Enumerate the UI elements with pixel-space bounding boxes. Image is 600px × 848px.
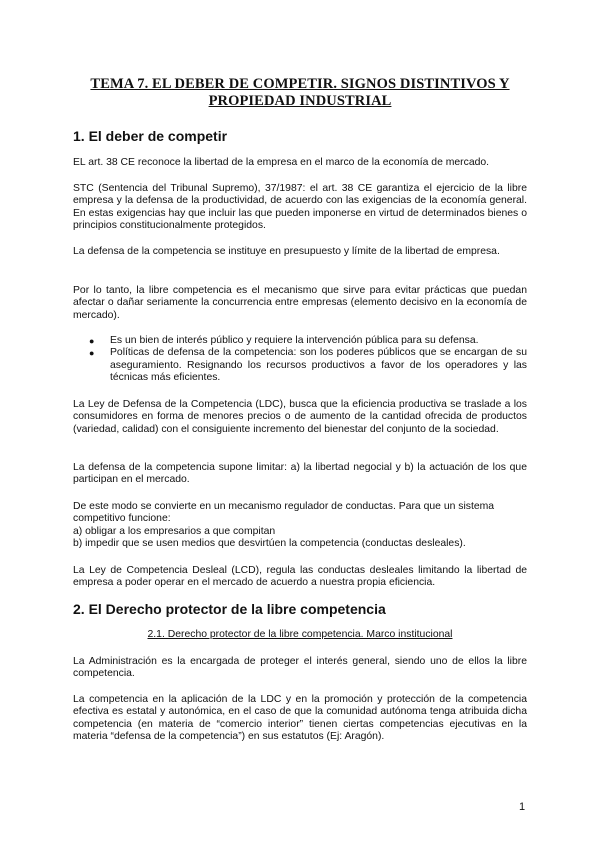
subsection-heading: 2.1. Derecho protector de la libre competencia. Marco institucional: [147, 629, 453, 640]
page-number: 1: [519, 801, 526, 813]
document-title: TEMA 7. EL DEBER DE COMPETIR. SIGNOS DISTINTIVOS Y PROPIEDAD INDUSTRIAL: [90, 76, 510, 109]
paragraph: La defensa de la competencia supone limitar: a) la libertad negocial y b) la actuación de los que participan en el mercado.: [73, 462, 527, 486]
paragraph: EL art. 38 CE reconoce la libertad de la empresa en el marco de la economía de mercado.: [73, 157, 490, 168]
paragraph: La defensa de la competencia se instituye en presupuesto y límite de la libertad de empresa.: [73, 246, 500, 257]
bullet-list: [73, 335, 527, 385]
section-1-heading: 1. El deber de competir: [73, 128, 228, 144]
paragraph: Por lo tanto, la libre competencia es el mecanismo que sirve para evitar prácticas que puedan afectar o dañar seriamente la concurrencia entre empresas (elemento decisivo en la economía de mercado).: [73, 285, 527, 321]
list-item: [73, 347, 527, 384]
paragraph: La Ley de Competencia Desleal (LCD), regula las conductas desleales limitando la libertad de empresa a poder operar en el mercado de acuerdo a nuestra propia eficiencia.: [73, 565, 527, 589]
text-line: De este modo se convierte en un mecanismo regulador de conductas. Para que un sistema: [73, 501, 495, 512]
bullet-icon: ●: [89, 336, 95, 346]
section-2-heading: 2. El Derecho protector de la libre competencia: [73, 601, 386, 617]
paragraph: La competencia en la aplicación de la LDC y en la promoción y protección de la competencia efectiva es estatal y autonómica, en el caso de que la comunidad autónoma tenga atribuida dicha competencia (en materia de “comercio interior” tienen ciertas competencias ejecutivas en la materia “defensa de la competencia”) en sus estatutos (Ej: Aragón).: [73, 694, 527, 743]
bullet-icon: ●: [89, 348, 95, 359]
text-line: competitivo funcione:: [73, 513, 171, 525]
paragraph: La Administración es la encargada de proteger el interés general, siendo uno de ellos la libre competencia.: [73, 656, 527, 680]
list-item-text: Políticas de defensa de la competencia: son los poderes públicos que se encargan de su aseguramiento. Resignando los recursos productivos a favor de los operadores y las técnicas más eficientes.: [110, 347, 527, 384]
regulator-paragraph: [73, 501, 527, 551]
list-item: [73, 335, 527, 347]
text-line: a) obligar a los empresarios a que compitan: [73, 525, 276, 537]
text-line: b) impedir que se usen medios que desvirtúen la competencia (conductas desleales).: [73, 538, 466, 550]
paragraph: STC (Sentencia del Tribunal Supremo), 37/1987: el art. 38 CE garantiza el ejercicio de la libre empresa y la defensa de la productividad, de acuerdo con las exigencias de la economía general. En estas exigencias hay que incluir las que pueden imponerse en virtud de determinados bienes o principios constitucionalmente protegidos.: [73, 183, 527, 232]
paragraph: La Ley de Defensa de la Competencia (LDC), busca que la eficiencia productiva se traslade a los consumidores en forma de menores precios o de aumento de la cantidad ofrecida de productos (variedad, calidad) con el consiguiente incremento del bienestar del conjunto de la sociedad.: [73, 399, 527, 435]
list-item-text: Es un bien de interés público y requiere la intervención pública para su defensa.: [110, 335, 479, 346]
